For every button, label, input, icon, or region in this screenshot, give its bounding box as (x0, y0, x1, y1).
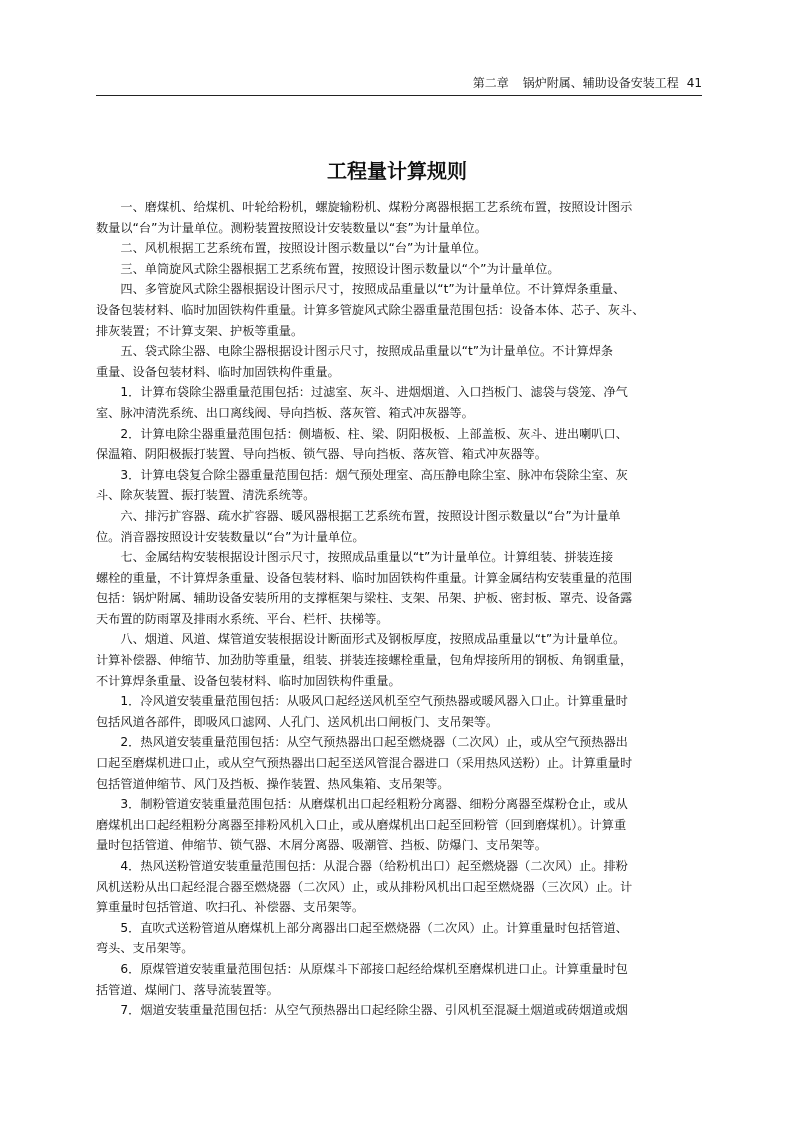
paragraph: 2．计算电除尘器重量范围包括：侧墙板、柱、梁、阴阳极板、上部盖板、灰斗、进出喇叭口、 保温箱、阴阳极振打装置、导向挡板、锁气器、导向挡板、落灰管、箱式冲灰器等。 (96, 426, 628, 462)
paragraph: 7．烟道安装重量范围包括：从空气预热器出口起经除尘器、引风机至混凝土烟道或砖烟道或烟 (120, 1003, 628, 1018)
paragraph: 3．计算电袋复合除尘器重量范围包括：烟气预处理室、高压静电除尘室、脉冲布袋除尘室、灰 斗、除灰装置、振打装置、清洗系统等。 (96, 467, 628, 503)
paragraph: 二、风机根据工艺系统布置，按照设计图示数量以“台”为计量单位。 (120, 241, 487, 256)
page-number: 41 (686, 76, 702, 90)
paragraph: 2．热风道安装重量范围包括：从空气预热器出口起至燃烧器（二次风）止，或从空气预热器出 口起至磨煤机进口止，或从空气预热器出口起至送风管混合器进口（采用热风送粉）止。计算重量时 包括管道伸缩节、风门及挡板、操作装置、热风集箱、支吊架等。 (96, 735, 633, 791)
page-title: 工程量计算规则 (327, 159, 467, 183)
paragraph: 三、单筒旋风式除尘器根据工艺系统布置，按照设计图示数量以“个”为计量单位。 (120, 261, 560, 276)
running-header (96, 76, 702, 96)
chapter-title: 锅炉附属、辅助设备安装工程 (522, 76, 679, 90)
paragraph: 四、多管旋风式除尘器根据设计图示尺寸，按照成品重量以“t”为计量单位。不计算焊条重量、 设备包装材料、临时加固铁构件重量。计算多管旋风式除尘器重量范围包括：设备本体、芯子、灰斗、 排灰装置；不计算支架、护板等重量。 (96, 282, 645, 338)
paragraph: 3．制粉管道安装重量范围包括：从磨煤机出口起经粗粉分离器、细粉分离器至煤粉仓止，或从 磨煤机出口起经粗粉分离器至排粉风机入口止，或从磨煤机出口起至回粉管（回到磨煤机）。计算重 量时包括管道、伸缩节、锁气器、木屑分离器、吸潮管、挡板、防爆门、支吊架等。 (96, 797, 628, 853)
paragraph: 七、金属结构安装根据设计图示尺寸，按照成品重量以“t”为计量单位。计算组装、拼装连接 螺栓的重量，不计算焊条重量、设备包装材料、临时加固铁构件重量。计算金属结构安装重量的范围 包括：锅炉附属、辅助设备安装所用的支撑框架与梁柱、支架、吊架、护板、密封板、罩壳、设备露 天布置的防雨罩及排雨水系统、平台、栏杆、扶梯等。 (96, 550, 633, 626)
paragraph: 6．原煤管道安装重量范围包括：从原煤斗下部接口起经给煤机至磨煤机进口止。计算重量时包 括管道、煤闸门、落导流装置等。 (96, 961, 628, 997)
paragraph: 六、排污扩容器、疏水扩容器、暖风器根据工艺系统布置，按照设计图示数量以“台”为计量单 位。消音器按照设计安装数量以“台”为计量单位。 (96, 508, 621, 544)
body-text (96, 197, 706, 1021)
paragraph: 五、袋式除尘器、电除尘器根据设计图示尺寸，按照成品重量以“t”为计量单位。不计算焊条 重量、设备包装材料、临时加固铁构件重量。 (96, 344, 614, 379)
paragraph: 1．冷风道安装重量范围包括：从吸风口起经送风机至空气预热器或暖风器入口止。计算重量时 包括风道各部件，即吸风口滤网、人孔门、送风机出口闸板门、支吊架等。 (96, 694, 628, 729)
paragraph: 1．计算布袋除尘器重量范围包括：过滤室、灰斗、进烟烟道、入口挡板门、滤袋与袋笼、净气 室、脉冲清洗系统、出口离线阀、导向挡板、落灰管、箱式冲灰器等。 (96, 385, 628, 420)
paragraph: 一、磨煤机、给煤机、叶轮给粉机，螺旋输粉机、煤粉分离器根据工艺系统布置，按照设计图示 数量以“台”为计量单位。测粉装置按照设计安装数量以“套”为计量单位。 (96, 200, 633, 235)
chapter-label: 第二章 (472, 76, 509, 90)
paragraph: 八、烟道、风道、煤管道安装根据设计断面形式及钢板厚度，按照成品重量以“t”为计量单位。 计算补偿器、伸缩节、加劲肋等重量，组装、拼装连接螺栓重量，包角焊接所用的钢板、角钢重量， 不计算焊条重量、设备包装材料、临时加固铁构件重量。 (96, 632, 633, 688)
paragraph: 5．直吹式送粉管道从磨煤机上部分离器出口起至燃烧器（二次风）止。计算重量时包括管道、 弯头、支吊架等。 (96, 920, 628, 956)
paragraph: 4．热风送粉管道安装重量范围包括：从混合器（给粉机出口）起至燃烧器（二次风）止。排粉 风机送粉从出口起经混合器至燃烧器（二次风）止，或从排粉风机出口起至燃烧器（三次风）止。计 算重量时包括管道、吹扫孔、补偿器、支吊架等。 (96, 859, 633, 915)
